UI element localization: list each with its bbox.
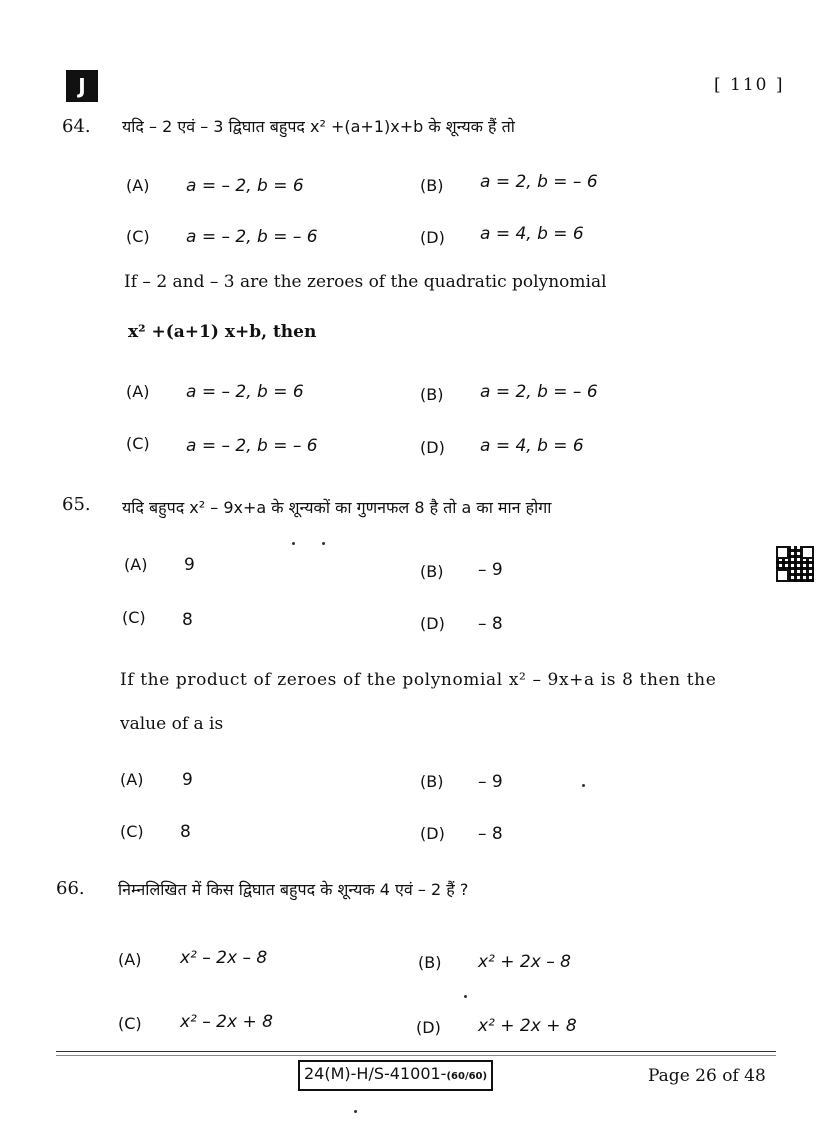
q66-option-d-label: (D) — [416, 1018, 441, 1037]
question-65-english-line1: If the product of zeroes of the polynomial x² – 9x+a is 8 then the — [120, 670, 717, 690]
q64-en-option-d-value: a = 4, b = 6 — [480, 436, 584, 456]
footer-rule — [56, 1051, 776, 1052]
q64-hi-option-b-value: a = 2, b = – 6 — [480, 172, 598, 192]
q65-en-option-c-label: (C) — [120, 822, 144, 841]
q65-hi-option-b-label: (B) — [420, 562, 444, 581]
q66-option-c-value: x² – 2x + 8 — [180, 1012, 273, 1032]
footer-rule-secondary — [56, 1055, 776, 1056]
q64-en-option-c-value: a = – 2, b = – 6 — [186, 436, 318, 456]
q65-en-option-d-value: – 8 — [478, 824, 503, 844]
q64-hi-option-d-label: (D) — [420, 228, 445, 247]
q64-hi-option-a-label: (A) — [126, 176, 150, 195]
paper-code-main: 24(M)-H/S-41001- — [304, 1064, 447, 1083]
question-65-hindi-text: यदि बहुपद x² – 9x+a के शून्यकों का गुणनफल 8 है तो a का मान होगा — [122, 498, 552, 517]
q65-hi-option-c-value: 8 — [182, 610, 193, 630]
q65-en-option-a-value: 9 — [182, 770, 193, 790]
q65-en-option-b-label: (B) — [420, 772, 444, 791]
question-64-hindi-text: यदि – 2 एवं – 3 द्विघात बहुपद x² +(a+1)x+b के शून्यक हैं तो — [122, 117, 515, 136]
speck — [292, 542, 295, 545]
q64-en-option-a-value: a = – 2, b = 6 — [186, 382, 304, 402]
q66-option-c-label: (C) — [118, 1014, 142, 1033]
paper-code-suffix: (60/60) — [446, 1071, 488, 1082]
q65-en-option-d-label: (D) — [420, 824, 445, 843]
q65-hi-option-d-value: – 8 — [478, 614, 503, 634]
paper-set-badge: J — [66, 70, 98, 102]
q65-hi-option-b-value: – 9 — [478, 560, 503, 580]
q64-en-option-c-label: (C) — [126, 434, 150, 453]
q64-en-option-a-label: (A) — [126, 382, 150, 401]
question-64-english-line2: x² +(a+1) x+b, then — [128, 322, 317, 342]
speck — [582, 784, 585, 787]
q65-hi-option-a-value: 9 — [184, 555, 195, 575]
speck — [322, 542, 325, 545]
speck — [354, 1110, 357, 1113]
q65-en-option-c-value: 8 — [180, 822, 191, 842]
question-66-number: 66. — [56, 878, 85, 899]
q66-option-d-value: x² + 2x + 8 — [478, 1016, 577, 1036]
question-66-hindi-text: निम्नलिखित में किस द्विघात बहुपद के शून्यक 4 एवं – 2 हैं ? — [118, 880, 469, 899]
q64-en-option-b-value: a = 2, b = – 6 — [480, 382, 598, 402]
qr-code-icon — [776, 546, 814, 582]
question-64-english-line1: If – 2 and – 3 are the zeroes of the quadratic polynomial — [124, 272, 607, 292]
q65-hi-option-a-label: (A) — [124, 555, 148, 574]
page-of-total: Page 26 of 48 — [648, 1066, 766, 1086]
q65-hi-option-c-label: (C) — [122, 608, 146, 627]
page-number: [ 110 ] — [714, 75, 785, 95]
speck — [464, 995, 467, 998]
q66-option-b-value: x² + 2x – 8 — [478, 952, 571, 972]
q64-hi-option-c-value: a = – 2, b = – 6 — [186, 227, 318, 247]
q64-hi-option-a-value: a = – 2, b = 6 — [186, 176, 304, 196]
question-65-english-line2: value of a is — [120, 714, 224, 734]
q64-en-option-d-label: (D) — [420, 438, 445, 457]
q65-en-option-a-label: (A) — [120, 770, 144, 789]
question-65-number: 65. — [62, 494, 91, 515]
q64-hi-option-c-label: (C) — [126, 227, 150, 246]
q65-hi-option-d-label: (D) — [420, 614, 445, 633]
q66-option-a-value: x² – 2x – 8 — [180, 948, 268, 968]
q66-option-b-label: (B) — [418, 953, 442, 972]
q66-option-a-label: (A) — [118, 950, 142, 969]
q65-en-option-b-value: – 9 — [478, 772, 503, 792]
paper-code-box — [298, 1060, 493, 1091]
q64-hi-option-d-value: a = 4, b = 6 — [480, 224, 584, 244]
q64-hi-option-b-label: (B) — [420, 176, 444, 195]
q64-en-option-b-label: (B) — [420, 385, 444, 404]
question-64-number: 64. — [62, 116, 91, 137]
